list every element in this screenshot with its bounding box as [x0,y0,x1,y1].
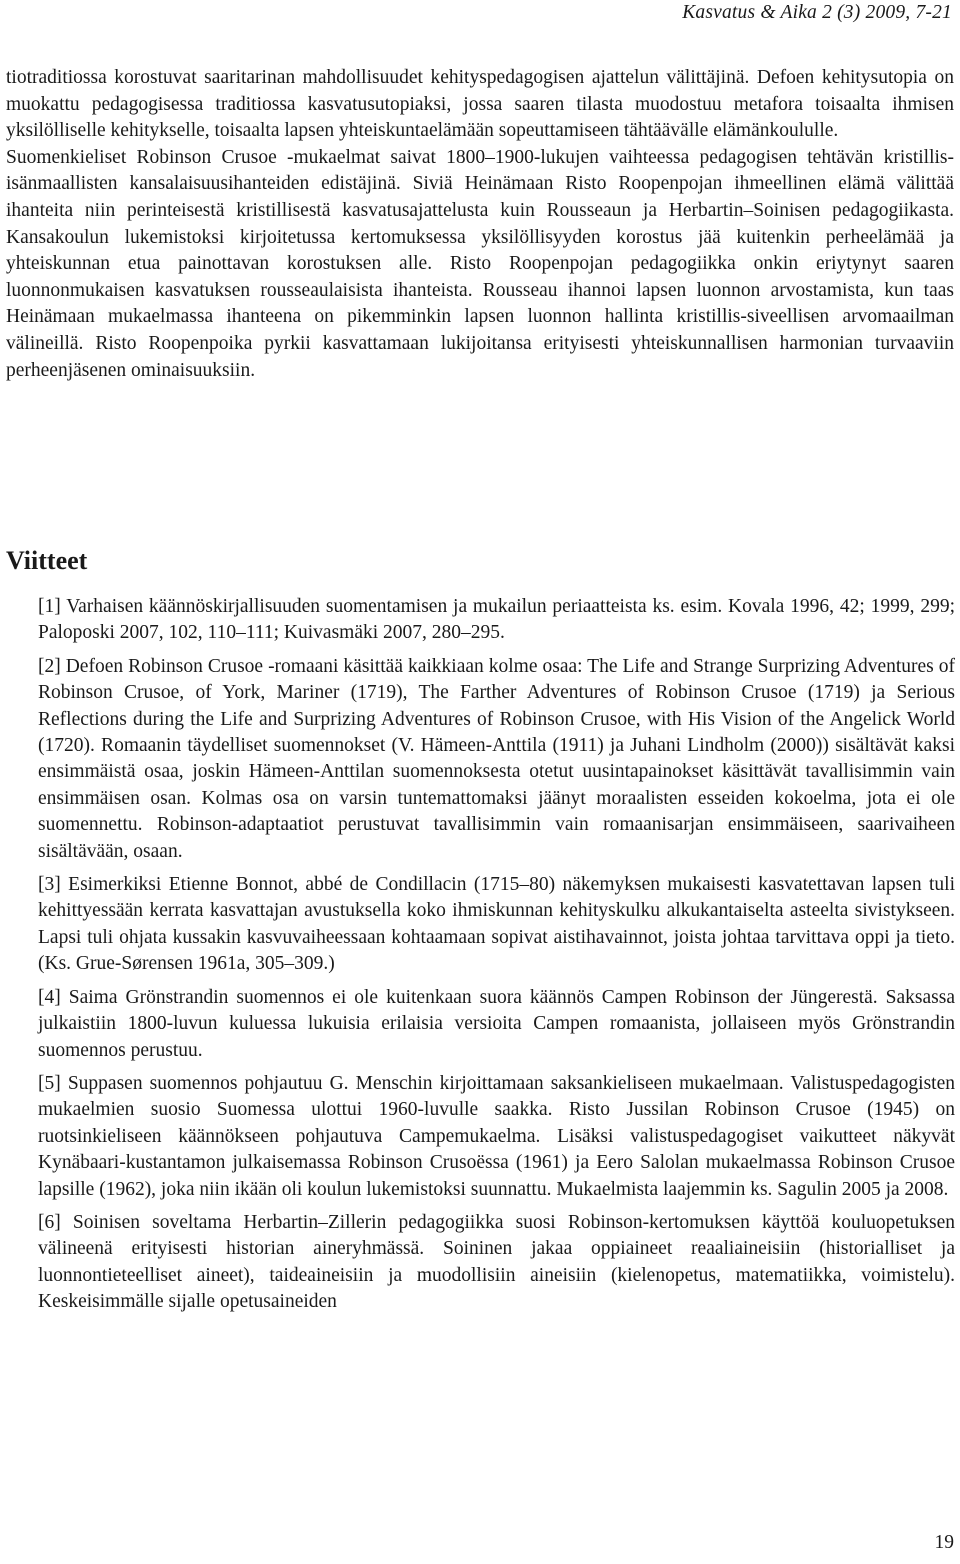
notes-heading: Viitteet [6,546,88,575]
note-2: [2] Defoen Robinson Crusoe -romaani käsittää kaikkiaan kolme osaa: The Life and Strange Surprizing Adventures of Robinson Crusoe, of York, Mariner (1719), The Farther Adventures of Robinson Crusoe (1719) ja Serious Reflections during the Life and Surprizing Adventures of Robinson Crusoe, with His Vision of the Angelick World (1720). Romaanin täydelliset suomennokset (V. Hämeen-Anttila (1911) ja Juhani Lindholm (2000)) sisältävät kaksi ensimmäistä osaa, joskin Hämeen-Anttilan suomennoksesta otetut uusintapainokset käsittävät tavallisimmin vain ensimmäisen osan. Kolmas osa on varsin tuntemattomaksi jäänyt moraalisten esseiden kokoelma, jota ei ole suomennettu. Robinson-adaptaatiot perustuvat tavallisimmin vain romaanisarjan ensimmäiseen, saarivaiheen sisältävään, osaan. [38,655,955,862]
running-header: Kasvatus & Aika 2 (3) 2009, 7-21 [682,2,952,23]
notes-list [38,594,955,1323]
page-number: 19 [934,1532,954,1553]
note-6: [6] Soinisen soveltama Herbartin–Zillerin pedagogiikka suosi Robinson-kertomuksen käyttöä kouluopetuksen välineenä erityisesti historian aineryhmässä. Soininen jakaa oppiaineet reaaliaineisiin (historialliset ja luonnontieteelliset aineet), taideaineisiin ja muodollisiin aineisiin (kielenopetus, matematiikka, voimistelu). Keskeisimmälle sijalle opetusaineiden [38,1211,955,1313]
note-1: [1] Varhaisen käännöskirjallisuuden suomentamisen ja mukailun periaatteista ks. esim. Kovala 1996, 42; 1999, 299; Paloposki 2007, 102, 110–111; Kuivasmäki 2007, 280–295. [38,596,955,644]
note-4: [4] Saima Grönstrandin suomennos ei ole kuitenkaan suora käännös Campen Robinson der Jüngerestä. Saksassa julkaistiin 1800-luvun kuluessa lukuisia erilaisia versioita Campen romaanista, jollaiseen myös Grönstrandin suomennos perustuu. [38,986,955,1061]
main-text [6,65,954,384]
body-paragraph-2: Suomenkieliset Robinson Crusoe -mukaelmat saivat 1800–1900-lukujen vaihteessa pedagogisen tehtävän kristillis-isänmaallisten kansalaisuusihanteiden edistäjinä. Siviä Heinämaan Risto Roopenpojan ihmeellinen elämä välittää ihanteita niin perinteisestä kristillisestä kasvatusajattelusta kuin Rousseaun ja Herbartin–Soinisen pedagogiikasta. Kansakoulun lukemistoksi kirjoitetussa kertomuksessa yksilöllisyyden korostus jää kuitenkin perheelämää ja yhteiskunnan etua painottavan korostuksen alle. Risto Roopenpojan pedagogiikka onkin eriytynyt saaren luonnonmukaisen kasvatuksen rousseaulaisista ihanteista. Rousseau ihannoi lapsen luonnon arvostamista, kun taas Heinämaan mukaelmassa ihanteena on pikemminkin lapsen luonnon hallinta kristillis-siveellisen arvomaailman välineillä. Risto Roopenpoika pyrkii kasvattamaan lukijoitansa erityisesti yhteiskunnallisen harmonian turvaaviin perheenjäsenen ominaisuuksiin. [6,146,954,381]
note-5: [5] Suppasen suomennos pohjautuu G. Menschin kirjoittamaan saksankieliseen mukaelmaan. Valistuspedagogisten mukaelmien suosio Suomessa ulottui 1960-luvulle saakka. Risto Jussilan Robinson Crusoe (1945) on ruotsinkieliseen käännökseen pohjautuva Campemukaelma. Lisäksi valistuspedagogiset vaikutteet näkyvät Kynäbaari-kustantamon julkaisemassa Robinson Crusoëssa (1961) ja Eero Salolan mukaelmassa Robinson Crusoe lapsille (1962), joka niin ikään oli koulun lukemistoksi suunnattu. Mukaelmista laajemmin ks. Sagulin 2005 ja 2008. [38,1072,955,1200]
body-paragraph-1: tiotraditiossa korostuvat saaritarinan mahdollisuudet kehityspedagogisen ajattelun välittäjinä. Defoen kehitysutopia on muokattu pedagogisessa traditiossa kasvatusutopiaksi, jossa saaren tilasta muodostuu metafora toisaalta ihmisen yksilölliselle kehitykselle, toisaalta lapsen yhteiskuntaelämään sopeuttamiseen tähtäävälle elämänkoululle. [6,67,954,142]
note-3: [3] Esimerkiksi Etienne Bonnot, abbé de Condillacin (1715–80) näkemyksen mukaisesti kasvatettavan lapsen tuli kehittyessään kerrata kasvattajan avustuksella koko ihmiskunnan kehityskulku alkukantaiselta asteelta sivistykseen. Lapsi tuli ohjata kussakin kasvuvaiheessaan kohtaamaan sopivat aistihavainnot, joista johtaa tarvittava oppi ja tieto. (Ks. Grue-Sørensen 1961a, 305–309.) [38,874,955,975]
